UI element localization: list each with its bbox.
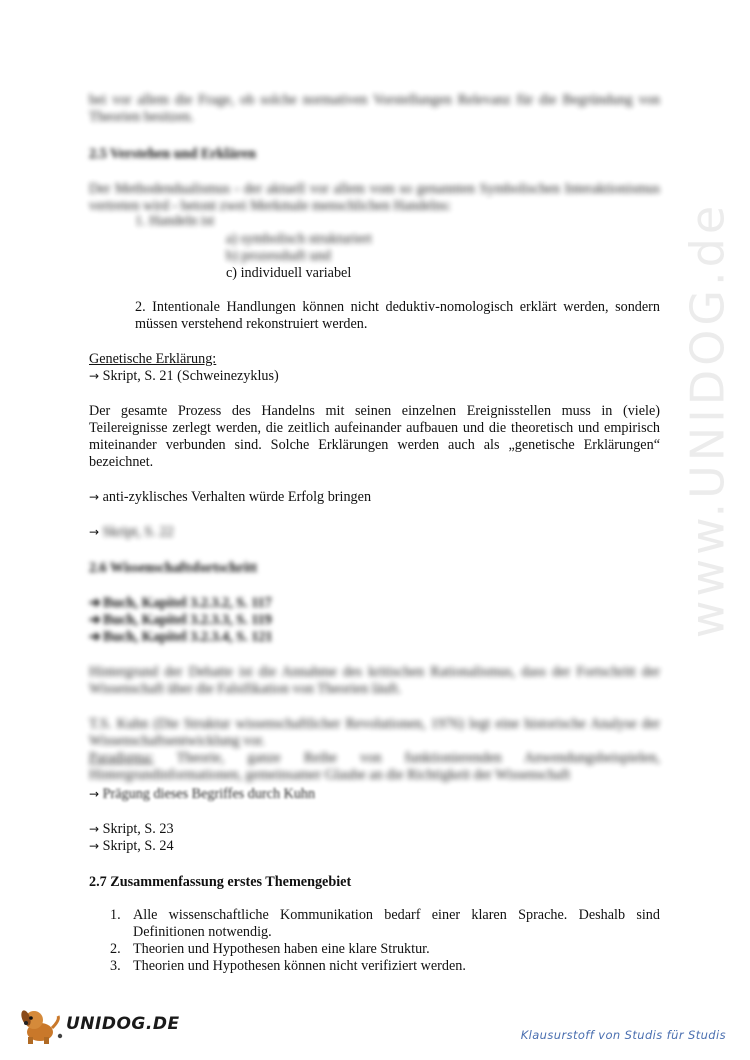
skript-24: Skript, S. 24: [102, 838, 174, 854]
point-1: 1. Handeln ist: [135, 213, 215, 229]
list-item: 2. Theorien und Hypothesen haben eine klare Struktur.: [110, 941, 430, 957]
point-1a: a) symbolisch strukturiert: [226, 231, 372, 247]
arrow-bullet-icon: ➔: [89, 595, 101, 611]
paragraph-2-6b: T.S. Kuhn (Die Struktur wissenschaftlicher Revolutionen, 1976) legt eine historische Analyse der Wissenschaftsentwicklung vor.: [89, 716, 660, 749]
skript-22-line: [89, 524, 660, 541]
praegung-line: [89, 786, 660, 803]
footer-tagline: Klausurstoff von Studis für Studis: [520, 1028, 726, 1042]
skript-24-line: [89, 838, 660, 855]
arrow-bullet-icon: ➔: [89, 612, 101, 628]
skript-22: Skript, S. 22: [102, 524, 174, 540]
buch-item: ➔ Buch, Kapitel 3.2.3.2, S. 117: [89, 595, 272, 611]
summary-list: [110, 907, 660, 975]
skript-23: Skript, S. 23: [102, 821, 174, 837]
watermark: www.UNIDOG.de: [680, 201, 735, 639]
arrow-bullet-icon: ➔: [89, 629, 101, 645]
buch-list: [89, 595, 660, 646]
heading-2-7: 2.7 Zusammenfassung erstes Themengebiet: [89, 874, 352, 890]
heading-2-6: 2.6 Wissenschaftsfortschritt: [89, 560, 258, 576]
paragraph-2-5: Der Methodendualismus - der aktuell vor allem vom so genannten Symbolischen Interaktionismus vertreten wird - betont zwei Merkmale menschlichen Handelns:: [89, 181, 660, 214]
paradigma-label: Paradigma:: [89, 750, 154, 766]
skript-23-line: [89, 821, 660, 838]
intro-paragraph: bei vor allem die Frage, ob solche normativen Vorstellungen Relevanz für die Begründung von Theorien besitzen.: [89, 92, 660, 125]
list-item: 3. Theorien und Hypothesen können nicht verifiziert werden.: [110, 958, 466, 974]
arrow-icon: →: [89, 490, 100, 504]
paradigma-text: Theorie, ganze Reihe von funktionierenden Anwendungsbeispielen, Hintergrundinformationen, gemeinsamer Glaube an die Richtigkeit der Wissenschaft: [89, 750, 660, 783]
skript-21: Skript, S. 21 (Schweinezyklus): [102, 368, 279, 384]
logo-text: UNIDOG.DE: [66, 1014, 180, 1034]
praegung-text: Prägung dieses Begriffes durch Kuhn: [102, 786, 316, 802]
point-1c: c) individuell variabel: [226, 265, 352, 281]
unidog-logo[interactable]: [18, 1006, 180, 1046]
buch-item: ➔ Buch, Kapitel 3.2.3.4, S. 121: [89, 629, 273, 645]
genetic-paragraph: Der gesamte Prozess des Handelns mit seinen einzelnen Ereignisstellen muss in (viele) Teilereignisse zerlegt werden, die zeitlich aufeinander aufbauen und die theoretisch und empirisch miteinander verbunden sind. Solche Erklärungen werden auch als „genetische Erklärungen“ bezeichnet.: [89, 403, 660, 470]
skript-21-line: [89, 368, 660, 385]
anti-line: [89, 489, 660, 506]
list-item: 1. Alle wissenschaftliche Kommunikation bedarf einer klaren Sprache. Deshalb sind Definitionen notwendig.: [110, 907, 660, 940]
arrow-icon: →: [89, 839, 100, 853]
point-1b: b) prozesshaft und: [226, 248, 331, 264]
paradigma-paragraph: [89, 750, 660, 784]
heading-2-5: 2.5 Verstehen und Erklären: [89, 146, 256, 162]
arrow-icon: →: [89, 525, 100, 539]
anti-text: anti-zyklisches Verhalten würde Erfolg bringen: [102, 489, 372, 505]
point-2: 2. Intentionale Handlungen können nicht deduktiv-nomologisch erklärt werden, sondern müssen verstehend rekonstruiert werden.: [135, 299, 660, 332]
arrow-icon: →: [89, 822, 100, 836]
buch-item: ➔ Buch, Kapitel 3.2.3.3, S. 119: [89, 612, 272, 628]
arrow-icon: →: [89, 787, 100, 801]
paragraph-2-6a: Hintergrund der Debatte ist die Annahme des kritischen Rationalismus, dass der Fortschritt der Wissenschaft über die Falsifikation von Theorien läuft.: [89, 664, 660, 697]
arrow-icon: →: [89, 369, 100, 383]
genetic-heading: Genetische Erklärung:: [89, 351, 217, 367]
